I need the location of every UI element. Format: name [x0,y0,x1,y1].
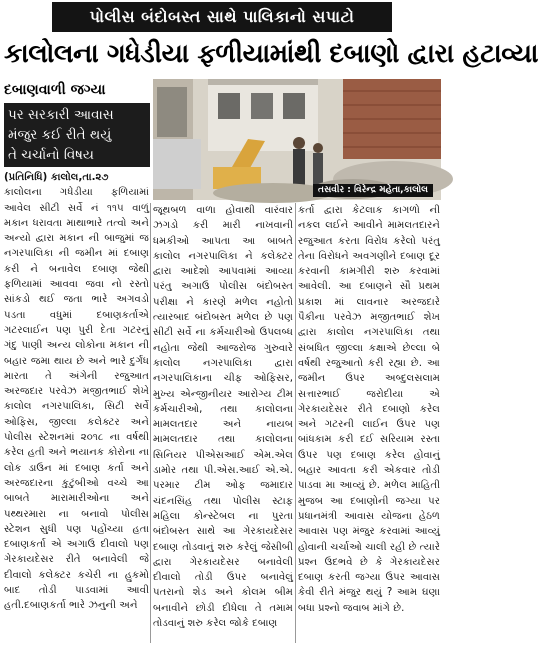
column-divider [150,203,151,643]
news-photo [153,79,441,200]
subheadline-line-3: મંજુર કઈ રીતે થયું [8,127,112,143]
article-column-1 [4,170,149,614]
demolition-scene-illustration [153,79,441,200]
subheadline-line-1: દબાણવાળી જગ્યા [4,82,106,98]
article-column-2: જૂથબળ વાળા હોવાથી વારંવાર ઝગડો કરી મારી નાખવાની ધમકીઓ આપતા આ બાબતે કાલોલ નગરપાલિકા ને કલેક્ટર દ્વારા આદેશો આપવામાં આવ્યા પરંતુ અગાઉ પોલીસ બંદોબસ્ત પરીક્ષા ને કારણે મળેલ નહોતો ત્યારબાદ બંદોબસ્ત મળેલ છે પણ સીટી સર્વે ના કર્મચારીઓ ઉપલબ્ધ નહોતા જેથી આજરોજ ગુરુવારે કાલોલ નગરપાલિકા દ્વારા નગરપાલિકાના ચીફ ઓફિસર, મુખ્ય એન્જીનીયર આરોગ્ય ટીમ કર્મચારીઓ, તથા કાલોલના મામલતદાર અને નાયબ મામલતદાર તથા કાલોલના સિનિયર પીએસઆઈ એમ.એલ ડામોર તથા પી.એસ.આઈ એ.એ. પરમાર ટીમ ઓફ જમાદાર ચંદનસિંહ તથા પોલીસ સ્ટાફ મહિલા કોન્સ્ટેબલ ના પુરતા બંદોબસ્ત સાથે આ ગેરકાયદેસર દબાણ તોડવાનું શરુ કરેલું જેસીબી દ્વારા ગેરકાયદેસર બનાવેલી દીવાલો તોડી ઉપર બનાવેલું પતરાનો શેડ અને કોલમ બીમ બનાવીને છોડી દીધેલા તે તમામ તોડવાનું શરુ કરેલ જોકે દબાણ [153,205,293,630]
kicker-banner: પોલીસ બંદોબસ્ત સાથે પાલિકાનો સપાટો [52,2,392,32]
column-divider [295,203,296,643]
subheadline-dark-box [4,103,150,167]
article-dateline: (પ્રતિનિધિ) કાલોલ,તા.૨૭ [4,172,109,183]
article-column-3: કર્તા દ્વારા કેટલાક કાગળો ની નકલ લઈને આવીને મામલતદારને રજુઆત કરતા વિરોધ કરેલો પરંતુ તેના વિરોધને અવગણીને દબાણ દૂર કરવાની કામગીરી શરુ કરવામાં આવેલી. આ દબાણને સૌ પ્રથમ પ્રકાશ માં લાવનાર અરજદારે પૈકીના પરવેઝ મજીતભાઈ શેખ દ્વારા કાલોલ નગરપાલિકા તથા સંબધિત જીલ્લા કક્ષાએ છેલ્લા બે વર્ષથી રજુઆતો કરી રહ્યા છે. આ જમીન ઉપર અબ્દુલસલામ સત્તારભાઈ જરોદીયા એ ગેરકાયદેસર રીતે દબાણો કરેલ અને ગટરની લાઈન ઉપર પણ બાંધકામ કરી દઈ સરિયામ રસ્તા ઉપર પણ દબાણ કરેલ હોવાનું બહાર આવતા કરી એકવાર તોડી પાડવા મા આવ્યું છે. મળેલ માહિતી મુજબ આ દબાણોની જગ્યા પર પ્રધાનમંત્રી આવાસ યોજના હેઠળ આવાસ પણ મંજુર કરવામાં આવ્યું હોવાની ચર્ચાઓ ચાલી રહી છે ત્યારે પ્રશ્ન ઉદભવે છે કે ગેરકાયદેસર દબાણ કરતી જગ્યા ઉપર આવાસ કેવી રીતે મંજુર થયું ? આમ ઘણા બધા પ્રશ્નો જવાબ માંગે છે. [298,205,441,614]
subheadline-line-4: તે ચર્ચાનો વિષય [8,147,94,163]
subheadline-line-2: પર સરકારી આવાસ [8,107,114,123]
photo-caption: તસવીર : વિરેન્દ્ર મહેતા,કાલોલ [313,184,433,197]
article-column-1-text: કાલોલના ગધેડીયા ફળિયામાં આવેલ સીટી સર્વે નં ૧૧૫ વાળું મકાન ધરાવતા માથાભારે તત્વો અને અન્યો દ્વારા મકાન ની બાજુમાં જ નગરપાલિકા ની જમીન માં દબાણ કરી ને બનાવેલ દબાણ જેથી ફળિયામાં આવવા જવા નો રસ્તો સાંકડો થઈ જતા ભારે અગવડો પડતા વધુમાં દબાણકર્તાએ ગટરલાઈન પણ પુરી દેતા ગટરનું ગંદુ પાણી અન્ય લોકોના મકાન ની બહાર જમા થાય છે અને ભારે દુર્ગંધ મારતા તે અંગેની રજુઆત અરજદાર પરવેઝ મજીતભાઈ શેખે કાલોલ નગરપાલિકા, સિટી સર્વે ઓફિસ, જીલ્લા કલેક્ટર અને પોલીસ સ્ટેશનમાં ૨૦૧૮ ના વર્ષથી કરેલ હતી અને ભયાનક કોરોના ના લોક ડાઉન માં દબાણ કર્તા અને અરજદારના કુટુંબીઓ વચ્ચે આ બાબતે મારામારીઓના અને પથ્થરમારા ના બનાવો પોલીસ સ્ટેશન સુધી પણ પહોંચ્યા હતા દબાણકર્તા એ અગાઉ દીવાલો પણ ગેરકાયદેસર રીતે બનાવેલી જે દીવાલો કલેક્ટર કચેરી ના હુકમો બાદ તોડી પાડવામાં આવી હતી.દબાણકર્તા ભારે ઝનુની અને [4,187,149,612]
subheadline-box [4,80,150,168]
headline: કાલોલના ગધેડીયા ફળીયામાંથી દબાણો દ્વારા હટાવ્યા [4,39,538,69]
